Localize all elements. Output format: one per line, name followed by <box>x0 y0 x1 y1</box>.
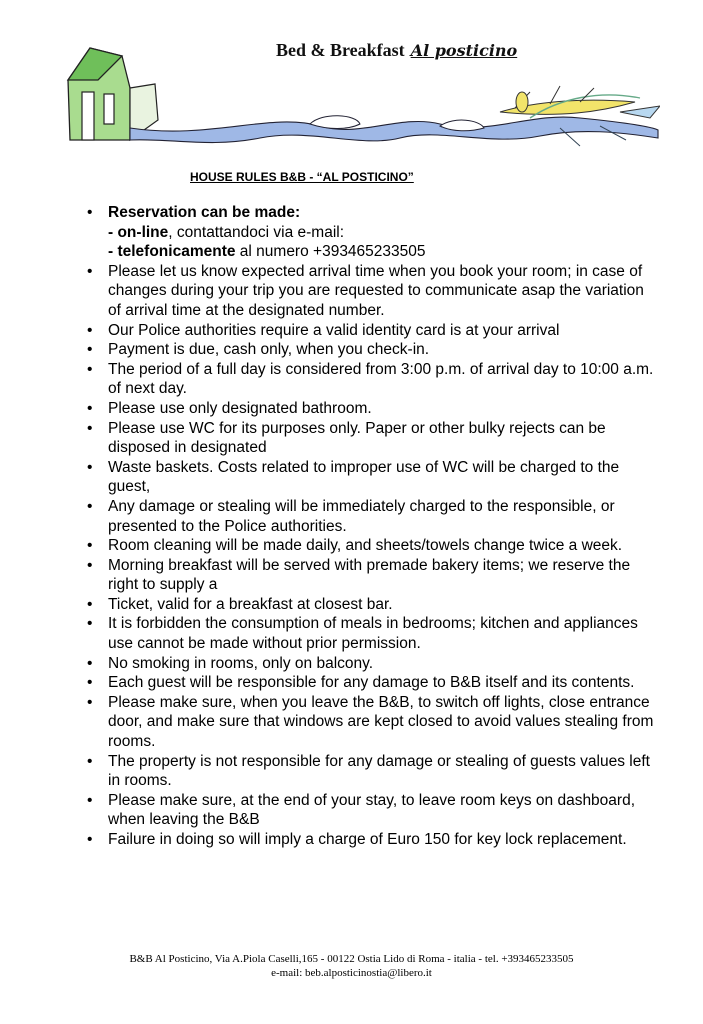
phone-text: al numero +393465233505 <box>235 243 426 261</box>
brand-bed-text: Bed & Breakfast <box>276 40 405 60</box>
list-item: • Ticket, valid for a breakfast at closest bar. <box>86 595 656 615</box>
reservation-online <box>108 223 656 243</box>
list-item: • Please use only designated bathroom. <box>86 399 656 419</box>
list-item: • Waste baskets. Costs related to improper use of WC will be charged to the guest, <box>86 458 656 497</box>
list-item: • Please make sure, when you leave the B&B, to switch off lights, close entrance door, and make sure that windows are kept closed to avoid values stealing from rooms. <box>86 693 656 752</box>
page-footer <box>0 952 703 980</box>
online-text: , contattandoci via e-mail: <box>168 223 345 241</box>
list-item: • Room cleaning will be made daily, and sheets/towels change twice a week. <box>86 536 656 556</box>
footer-address: B&B Al Posticino, Via A.Piola Caselli,165 - 00122 Ostia Lido di Roma - italia - tel. +393465233505 <box>129 953 574 965</box>
list-item: • It is forbidden the consumption of meals in bedrooms; kitchen and appliances use cannot be made without prior permission. <box>86 614 656 653</box>
footer-email: e-mail: beb.alposticinostia@libero.it <box>271 967 432 979</box>
brand-name-text: Al posticino <box>410 41 518 60</box>
house-rules-list <box>86 203 656 850</box>
list-item: • No smoking in rooms, only on balcony. <box>86 654 656 674</box>
list-item: • Payment is due, cash only, when you check-in. <box>86 340 656 360</box>
list-item: • Morning breakfast will be served with premade bakery items; we reserve the right to supply a <box>86 556 656 595</box>
list-item: • The property is not responsible for any damage or stealing of guests values left in rooms. <box>86 752 656 791</box>
house-drawing <box>68 48 158 140</box>
online-label: - on-line <box>108 223 169 241</box>
reservation-phone <box>108 242 656 262</box>
list-item: • Please use WC for its purposes only. Paper or other bulky rejects can be disposed in designated <box>86 419 656 458</box>
list-item-reservation <box>86 203 656 262</box>
list-item: • Our Police authorities require a valid identity card is at your arrival <box>86 321 656 341</box>
reservation-heading: • Reservation can be made: <box>108 204 301 221</box>
document-title: HOUSE RULES B&B - “AL POSTICINO” <box>190 170 414 184</box>
list-item: • Failure in doing so will imply a charge of Euro 150 for key lock replacement. <box>86 830 656 850</box>
brand-logo <box>276 40 517 61</box>
list-item: • Please make sure, at the end of your stay, to leave room keys on dashboard, when leaving the B&B <box>86 791 656 830</box>
list-item: • Any damage or stealing will be immediately charged to the responsible, or presented to the Police authorities. <box>86 497 656 536</box>
list-item: • The period of a full day is considered from 3:00 p.m. of arrival day to 10:00 a.m. of next day. <box>86 360 656 399</box>
wave-drawing <box>130 116 658 143</box>
list-item: • Each guest will be responsible for any damage to B&B itself and its contents. <box>86 673 656 693</box>
phone-label: - telefonicamente <box>108 243 236 261</box>
list-item: • Please let us know expected arrival time when you book your room; in case of changes during your trip you are requested to communicate asap the variation of arrival time at the designated number. <box>86 262 656 321</box>
